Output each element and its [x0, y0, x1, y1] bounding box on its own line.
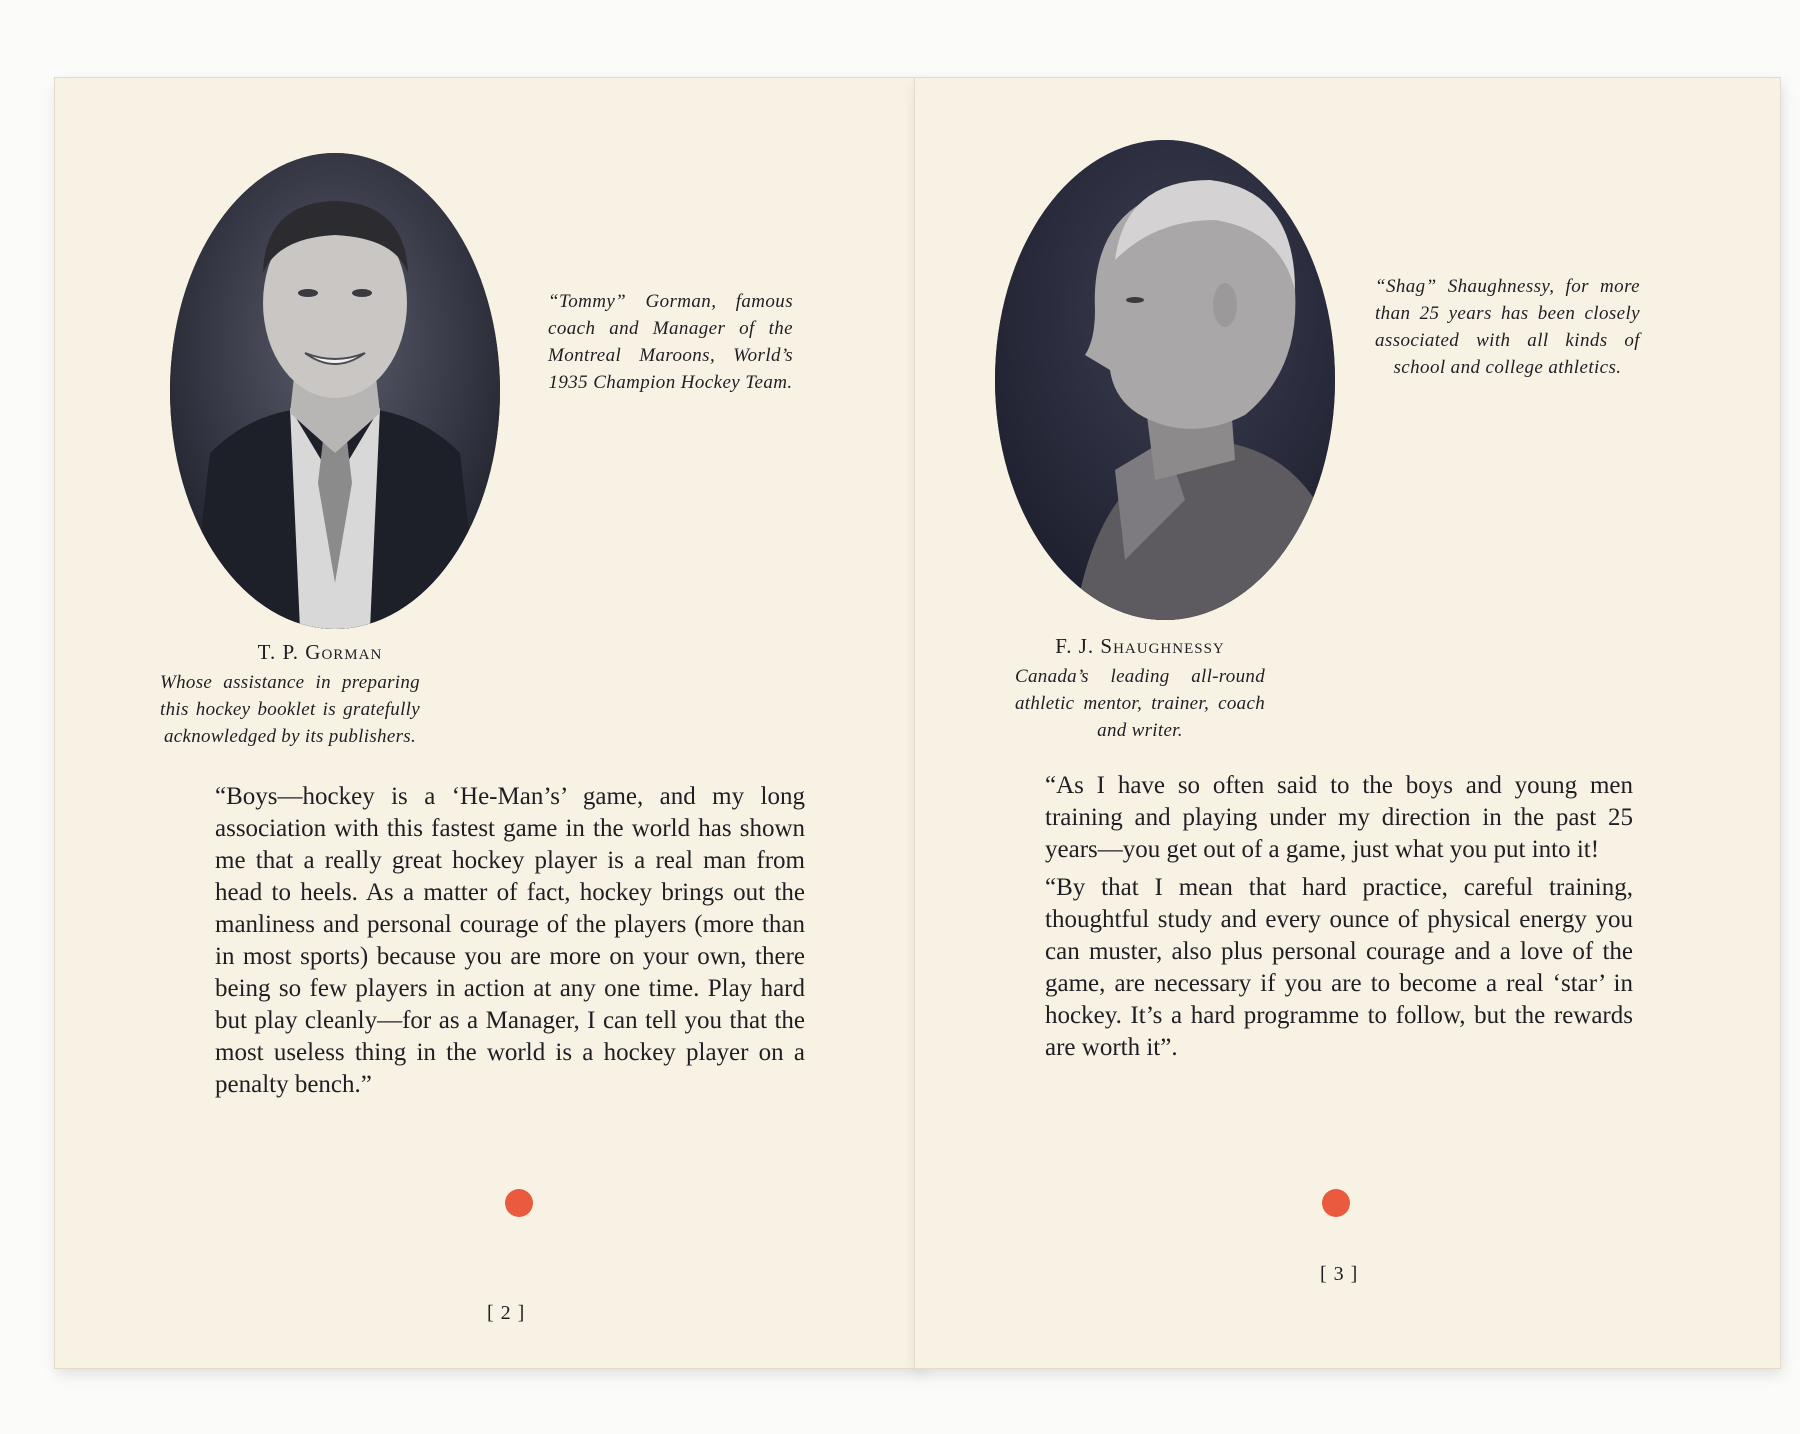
shaughnessy-portrait-image [995, 140, 1335, 620]
shaughnessy-initials: F. J. [1055, 634, 1095, 658]
shaughnessy-name [1005, 634, 1275, 659]
gorman-sub-caption: Whose assistance in preparing this hockey booklet is gratefully acknowledged by its publishers. [160, 672, 420, 747]
right-page [915, 78, 1780, 1368]
shaughnessy-sub-caption: Canada’s leading all-round athletic mentor, trainer, coach and writer. [1015, 666, 1265, 741]
gorman-surname: Gorman [305, 640, 383, 664]
shaughnessy-photo-caption: “Shag” Shaughnessy, for more than 25 years has been closely associated with all kinds of school and college athletics. [1375, 276, 1640, 378]
shaughnessy-quote-paragraph-1: “As I have so often said to the boys and young men training and playing under my direction in the past 25 years—you get out of a game, just what you put into it! [1045, 772, 1633, 863]
shaughnessy-quote-paragraph-2: “By that I mean that hard practice, careful training, thoughtful study and every ounce of physical energy you can muster, also plus personal courage and a love of the game, are necessary if you are to become a real ‘star’ in hockey. It’s a hard programme to follow, but the rewards are worth it”. [1045, 874, 1633, 1061]
gorman-quote: “Boys—hockey is a ‘He-Man’s’ game, and my long association with this fastest game in the world has shown me that a really great hockey player is a real man from head to heels. As a matter of fact, hockey brings out the manliness and personal courage of the players (more than in most sports) because you are more on your own, there being so few players in action at any one time. Play hard but play cleanly—for as a Manager, I can tell you that the most useless thing in the world is a hockey player on a penalty bench.” [215, 783, 805, 1098]
gorman-initials: T. P. [257, 640, 300, 664]
page-number: [ 2 ] [487, 1302, 526, 1324]
page-number: [ 3 ] [1320, 1263, 1359, 1285]
left-page [55, 78, 922, 1368]
decorative-dot [505, 1189, 533, 1217]
decorative-dot [1322, 1189, 1350, 1217]
gorman-name [215, 640, 425, 665]
shaughnessy-surname: Shaughnessy [1100, 634, 1225, 658]
gorman-portrait [170, 153, 500, 629]
shaughnessy-quote [1045, 770, 1633, 1070]
gorman-photo-caption: “Tommy” Gorman, famous coach and Manager of the Montreal Maroons, World’s 1935 Champion Hockey Team. [548, 291, 793, 393]
gorman-portrait-image [170, 153, 500, 629]
shaughnessy-portrait [995, 140, 1335, 620]
